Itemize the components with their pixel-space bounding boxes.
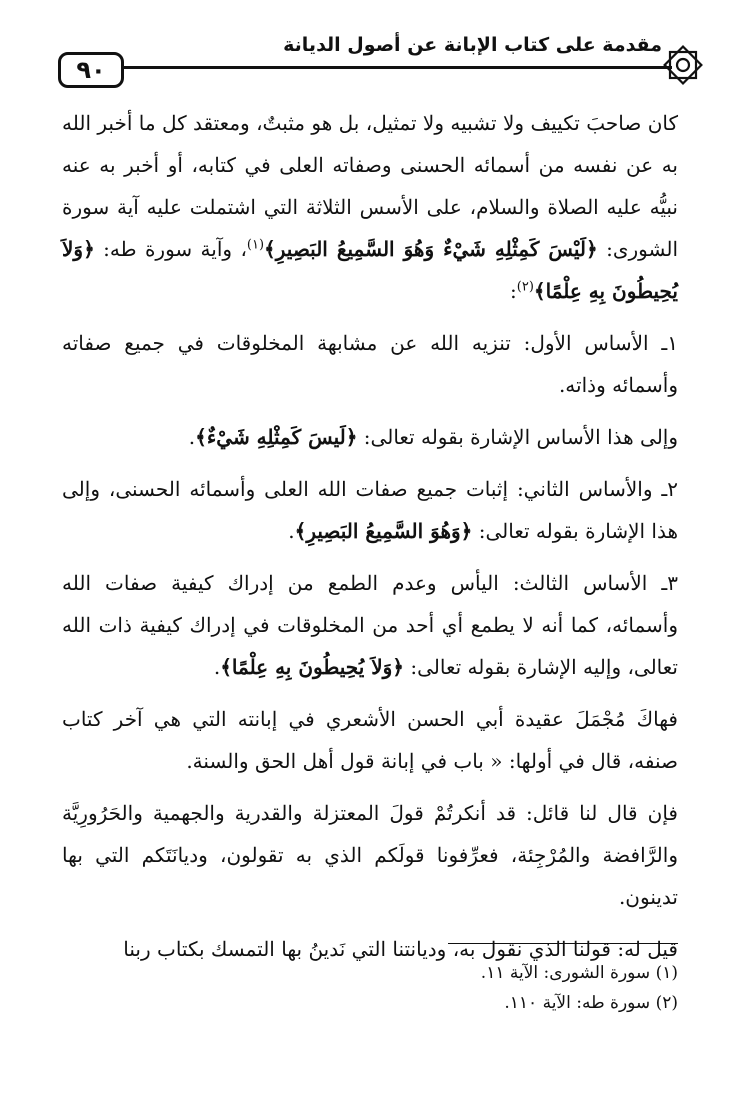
paragraph-5 [62, 562, 678, 688]
page-number-text: ٩٠ [76, 56, 106, 84]
paragraph-6: فهاكَ مُجْمَلَ عقيدة أبي الحسن الأشعري في إبانته التي هي آخر كتاب صنفه، قال في أولها: « باب في إبانة قول أهل الحق والسنة. [62, 707, 678, 773]
paragraph-4-text-b: . [288, 519, 295, 543]
quran-verse-4: ﴿وَهُوَ السَّمِيعُ البَصِيرِ﴾ [294, 519, 473, 543]
paragraph-1-text-b: ، وآية سورة طه: [94, 237, 247, 261]
quran-verse-5: ﴿وَلاَ يُحِيطُونَ بِهِ عِلْمًا﴾ [220, 655, 405, 679]
paragraph-2: ١ـ الأساس الأول: تنزيه الله عن مشابهة المخلوقات في جميع صفاته وأسمائه وذاته. [62, 331, 678, 397]
footnote-2: (٢) سورة طه: الآية ١١٠. [504, 993, 678, 1013]
main-text [62, 102, 678, 980]
header-rule [118, 66, 672, 69]
running-title: مقدمة على كتاب الإبانة عن أصول الديانة [283, 34, 662, 56]
footnote-ref-1: (١) [246, 237, 265, 253]
paragraph-1 [62, 102, 678, 312]
paragraph-3 [62, 416, 678, 458]
page-header [58, 28, 706, 98]
quran-verse-taha: ﴿وَلاَ يُحِيطُونَ بِهِ عِلْمًا﴾ [62, 237, 678, 303]
footnote-1: (١) سورة الشورى: الآية ١١. [480, 963, 678, 983]
paragraph-5-text-b: . [213, 655, 221, 679]
paragraph-4 [62, 468, 678, 552]
paragraph-3-text-b: . [188, 425, 196, 449]
page-number [58, 52, 124, 88]
footnote-ref-2: (٢) [516, 279, 534, 295]
paragraph-7: فإن قال لنا قائل: قد أنكرتُمْ قولَ المعتزلة والقدرية والجهمية والحَرُورِيَّة والرَّافضة والمُرْجِئة، فعرِّفونا قولَكم الذي به تقولون، وديانَتَكم التي بها تدينون. [62, 801, 678, 909]
star-ornament-icon [660, 42, 706, 88]
paragraph-3-text-a: وإلى هذا الأساس الإشارة بقوله تعالى: [357, 425, 678, 449]
quran-verse-3: ﴿لَيسَ كَمِثْلِهِ شَيْءٌ﴾ [195, 425, 358, 449]
paragraph-5-text-a: ٣ـ الأساس الثالث: اليأس وعدم الطمع من إدراك كيفية صفات الله وأسمائه، كما أنه لا يطمع أي أحد من المخلوقات في إدراك كيفية ذات الله تعالى، وإليه الإشارة بقوله تعالى: [62, 571, 678, 679]
paragraph-1-text-c: : [510, 279, 517, 303]
paragraph-1-text-a: كان صاحبَ تكييف ولا تشبيه ولا تمثيل، بل هو مثبتٌ، ومعتقد كل ما أخبر الله به عن نفسه من أسمائه الحسنى وصفاته العلى في كتابه، أو أخبر به عنه نبيُّه عليه الصلاة والسلام، على الأسس الثلاثة التي اشتملت عليه آية سورة الشورى: [62, 111, 678, 261]
footnotes [78, 958, 678, 1018]
quran-verse-shura: ﴿لَيْسَ كَمِثْلِهِ شَيْءٌ وَهُوَ السَّمِيعُ البَصِيرِ﴾ [264, 237, 598, 261]
footnote-separator [448, 943, 678, 944]
paragraph-8: قيل له: قولنا الذي نقول به، وديانتنا التي نَدينُ بها التمسك بكتاب ربنا [123, 937, 678, 961]
paragraph-4-text-a: ٢ـ والأساس الثاني: إثبات جميع صفات الله العلى وأسمائه الحسنى، وإلى هذا الإشارة بقوله تعالى: [62, 477, 678, 543]
